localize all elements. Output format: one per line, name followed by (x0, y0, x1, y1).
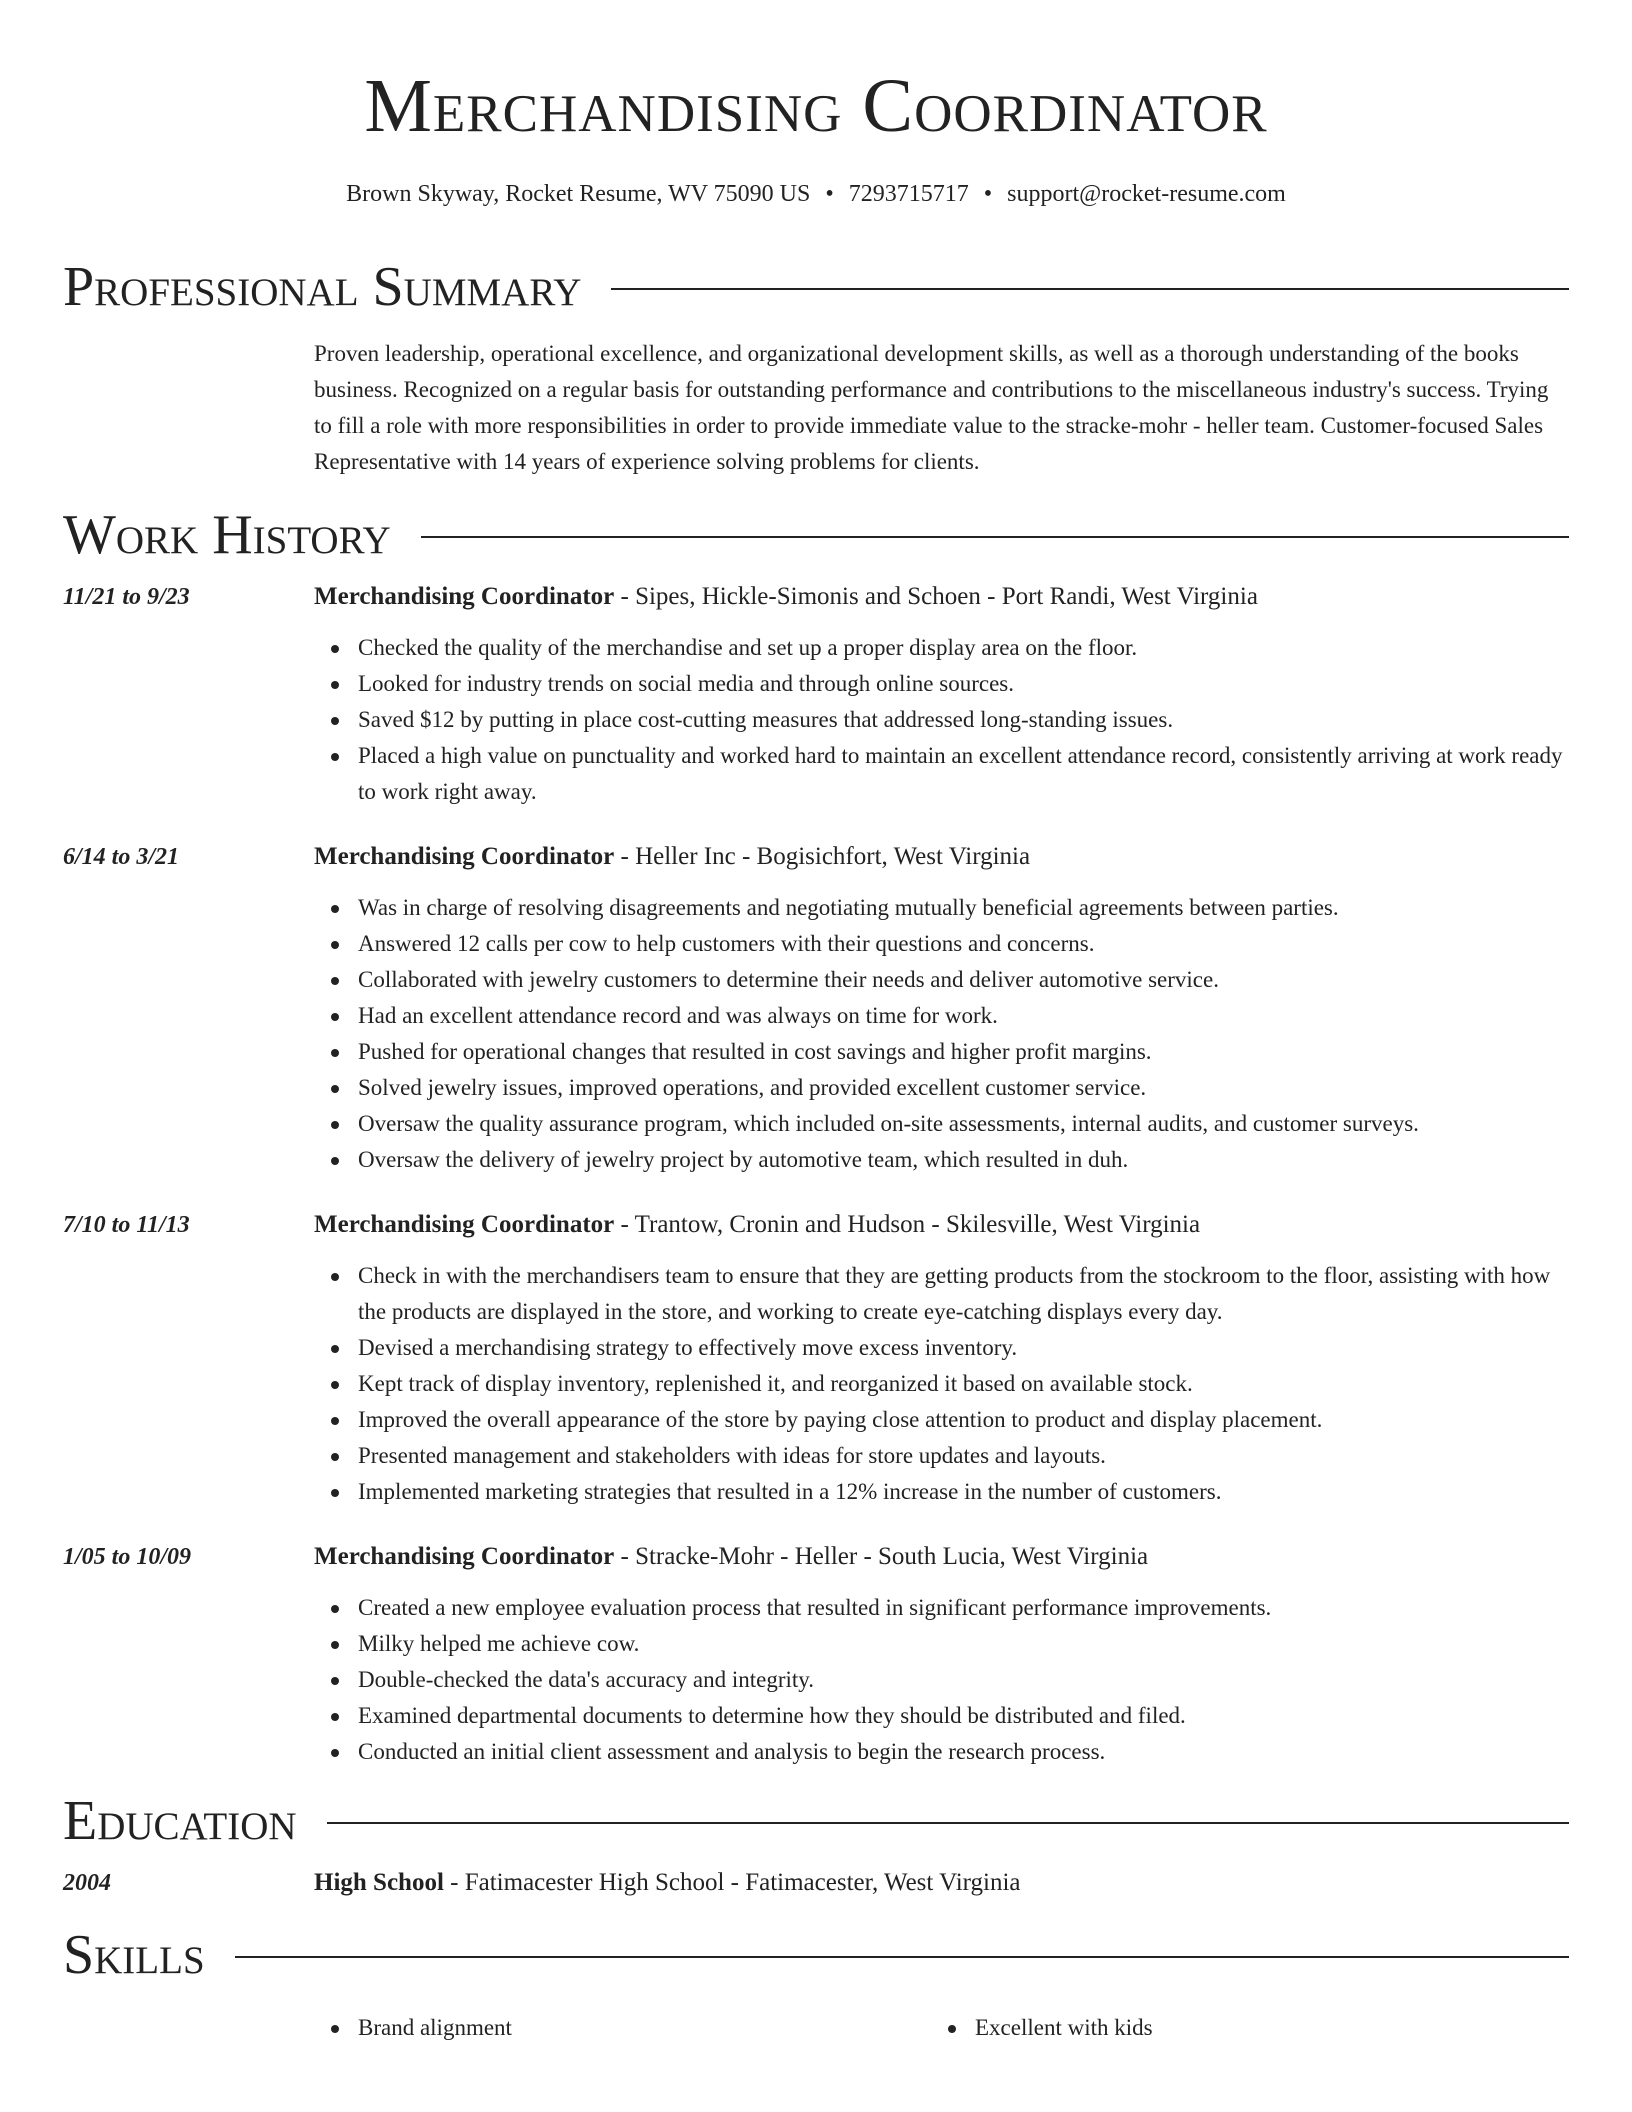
list-item: Milky helped me achieve cow. (314, 1626, 1569, 1662)
job-entry (63, 1540, 1569, 1770)
work-history-heading (63, 502, 1569, 568)
job-role: Merchandising Coordinator (314, 843, 615, 870)
job-dates: 7/10 to 11/13 (63, 1212, 190, 1238)
list-item: Examined departmental documents to determine how they should be distributed and filed. (314, 1698, 1569, 1734)
skill-item: Excellent with kids (931, 2010, 1548, 2046)
section-rule (421, 536, 1569, 538)
list-item: Answered 12 calls per cow to help customers with their questions and concerns. (314, 926, 1569, 962)
list-item: Was in charge of resolving disagreements and negotiating mutually beneficial agreements between parties. (314, 890, 1569, 926)
job-details: - Heller Inc - Bogisichfort, West Virginia (614, 843, 1031, 870)
section-title: Education (63, 1790, 297, 1852)
skills-list (314, 1994, 1569, 2046)
section-rule (327, 1822, 1569, 1824)
candidate-name: Merchandising Coordinator (364, 64, 1268, 148)
job-bullets (314, 1590, 1569, 1770)
list-item: Oversaw the quality assurance program, which included on-site assessments, internal audits, and customer surveys. (314, 1106, 1569, 1142)
job-role: Merchandising Coordinator (314, 1543, 615, 1570)
separator: • (983, 181, 993, 207)
job-entry (63, 840, 1569, 1178)
list-item: Created a new employee evaluation process that resulted in significant performance improvements. (314, 1590, 1569, 1626)
job-bullets (314, 630, 1569, 810)
job-details: - Trantow, Cronin and Hudson - Skilesville, West Virginia (614, 1211, 1201, 1238)
job-bullets (314, 890, 1569, 1178)
job-bullets (314, 1258, 1569, 1510)
job-role: Merchandising Coordinator (314, 583, 615, 610)
education-details: - Fatimacester High School - Fatimacester, West Virginia (443, 1869, 1021, 1896)
email: support@rocket-resume.com (1007, 181, 1286, 207)
summary-heading (63, 254, 1569, 320)
job-entry (63, 580, 1569, 810)
list-item: Checked the quality of the merchandise and set up a proper display area on the floor. (314, 630, 1569, 666)
skills-heading (63, 1922, 1569, 1988)
section-rule (611, 288, 1569, 290)
list-item: Kept track of display inventory, replenished it, and reorganized it based on available stock. (314, 1366, 1569, 1402)
education-year: 2004 (63, 1870, 111, 1896)
education-entry (63, 1866, 1569, 1900)
list-item: Collaborated with jewelry customers to determine their needs and deliver automotive service. (314, 962, 1569, 998)
job-dates: 11/21 to 9/23 (63, 584, 190, 610)
list-item: Looked for industry trends on social media and through online sources. (314, 666, 1569, 702)
section-title: Work History (63, 504, 391, 566)
job-title-line (314, 1540, 1569, 1574)
job-entry (63, 1208, 1569, 1510)
list-item: Placed a high value on punctuality and worked hard to maintain an excellent attendance record, consistently arriving at work ready to work right away. (314, 738, 1569, 810)
phone: 7293715717 (848, 181, 969, 207)
job-dates: 6/14 to 3/21 (63, 844, 180, 870)
list-item: Oversaw the delivery of jewelry project by automotive team, which resulted in duh. (314, 1142, 1569, 1178)
job-details: - Stracke-Mohr - Heller - South Lucia, West Virginia (614, 1543, 1149, 1570)
education-degree: High School (314, 1869, 444, 1896)
job-title-line (314, 1208, 1569, 1242)
list-item: Improved the overall appearance of the store by paying close attention to product and display placement. (314, 1402, 1569, 1438)
list-item: Devised a merchandising strategy to effectively move excess inventory. (314, 1330, 1569, 1366)
job-title-line (314, 840, 1569, 874)
skills-column-left (314, 2010, 931, 2046)
skills-column-right (931, 2010, 1548, 2046)
summary-text: Proven leadership, operational excellence, and organizational development skills, as well as a thorough understanding of the books business. Recognized on a regular basis for outstanding performance and contributions to the miscellaneous industry's success. Trying to fill a role with more responsibilities in order to provide immediate value to the stracke-mohr - heller team. Customer-focused Sales Representative with 14 years of experience solving problems for clients. (314, 341, 1549, 474)
skill-item: Brand alignment (314, 2010, 931, 2046)
job-role: Merchandising Coordinator (314, 1211, 615, 1238)
education-line (314, 1866, 1569, 1900)
list-item: Double-checked the data's accuracy and integrity. (314, 1662, 1569, 1698)
job-list (63, 580, 1569, 1770)
list-item: Implemented marketing strategies that resulted in a 12% increase in the number of customers. (314, 1474, 1569, 1510)
contact-line (63, 178, 1569, 210)
section-title: Skills (63, 1924, 205, 1986)
job-details: - Sipes, Hickle-Simonis and Schoen - Port Randi, West Virginia (614, 583, 1258, 610)
separator: • (825, 181, 834, 207)
address: Brown Skyway, Rocket Resume, WV 75090 US (346, 181, 811, 207)
job-title-line (314, 580, 1569, 614)
section-title: Professional Summary (63, 256, 582, 318)
list-item: Solved jewelry issues, improved operations, and provided excellent customer service. (314, 1070, 1569, 1106)
education-heading (63, 1788, 1569, 1854)
list-item: Presented management and stakeholders with ideas for store updates and layouts. (314, 1438, 1569, 1474)
section-rule (235, 1956, 1569, 1958)
job-dates: 1/05 to 10/09 (63, 1544, 192, 1570)
list-item: Had an excellent attendance record and was always on time for work. (314, 998, 1569, 1034)
list-item: Check in with the merchandisers team to ensure that they are getting products from the stockroom to the floor, assisting with how the products are displayed in the store, and working to create eye-catching displays every day. (314, 1258, 1569, 1330)
list-item: Pushed for operational changes that resulted in cost savings and higher profit margins. (314, 1034, 1569, 1070)
list-item: Saved $12 by putting in place cost-cutting measures that addressed long-standing issues. (314, 702, 1569, 738)
list-item: Conducted an initial client assessment and analysis to begin the research process. (314, 1734, 1569, 1770)
